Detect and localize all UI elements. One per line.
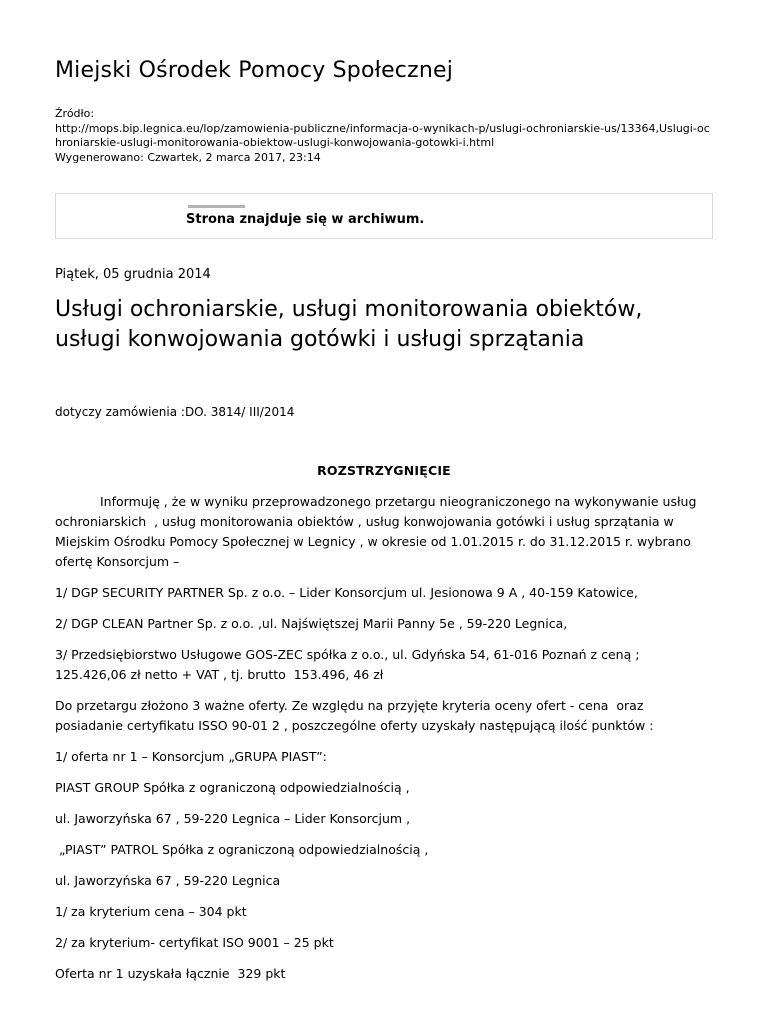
doc-paragraph: ul. Jaworzyńska 67 , 59-220 Legnica – Lider Konsorcjum ,	[55, 811, 411, 826]
order-reference: dotyczy zamówienia :DO. 3814/ III/2014	[55, 405, 295, 419]
source-label: Źródło:	[55, 107, 95, 120]
doc-paragraph: 2/ DGP CLEAN Partner Sp. z o.o. ,ul. Najświętszej Marii Panny 5e , 59-220 Legnica,	[55, 616, 568, 631]
section-heading: ROZSTRZYGNIĘCIE	[317, 463, 451, 478]
archive-notice-text: Strona znajduje się w archiwum.	[186, 212, 425, 227]
doc-paragraph: 2/ za kryterium- certyfikat ISO 9001 – 25 pkt	[55, 935, 334, 950]
doc-paragraph: „PIAST” PATROL Spółka z ograniczoną odpowiedzialnością ,	[55, 842, 429, 857]
doc-paragraph: ul. Jaworzyńska 67 , 59-220 Legnica	[55, 873, 281, 888]
archive-icon	[188, 205, 245, 208]
doc-paragraph: PIAST GROUP Spółka z ograniczoną odpowiedzialnością ,	[55, 780, 410, 795]
article-body	[55, 492, 713, 984]
doc-paragraph: Oferta nr 1 uzyskała łącznie 329 pkt	[55, 966, 286, 981]
article-title: Usługi ochroniarskie, usługi monitorowania obiektów, usługi konwojowania gotówki i usługi sprzątania	[55, 297, 643, 352]
doc-paragraph: 1/ DGP SECURITY PARTNER Sp. z o.o. – Lider Konsorcjum ul. Jesionowa 9 A , 40-159 Katowice,	[55, 585, 638, 600]
doc-paragraph: Do przetargu złożono 3 ważne oferty. Ze względu na przyjęte kryteria oceny ofert - cena oraz posiadanie certyfikatu ISSO 90-01 2 , poszczególne oferty uzyskały następującą ilość punktów :	[55, 698, 654, 733]
page-title: Miejski Ośrodek Pomocy Społecznej	[55, 58, 454, 83]
generated-timestamp: Wygenerowano: Czwartek, 2 marca 2017, 23:14	[55, 150, 321, 164]
doc-paragraph: 3/ Przedsiębiorstwo Usługowe GOS-ZEC spółka z o.o., ul. Gdyńska 54, 61-016 Poznań z ceną ; 125.426,06 zł netto + VAT , tj. brutto 153.496, 46 zł	[55, 647, 644, 682]
doc-paragraph: 1/ oferta nr 1 – Konsorcjum „GRUPA PIAST”:	[55, 749, 327, 764]
doc-paragraph: Informuję , że w wyniku przeprowadzonego przetargu nieograniczonego na wykonywanie usług ochroniarskich , usług monitorowania obiektów , usług konwojowania gotówki i usług sprzątania w Miejskim Ośrodku Pomocy Społecznej w Legnicy , w okresie od 1.01.2015 r. do 31.12.2015 r. wybrano ofertę Konsorcjum –	[55, 494, 701, 569]
source-info	[55, 107, 713, 165]
article-date: Piątek, 05 grudnia 2014	[55, 267, 211, 282]
source-url: http://mops.bip.legnica.eu/lop/zamowienia-publiczne/informacja-o-wynikach-p/uslugi-ochroniarskie-us/13364,Uslugi-ochroniarskie-uslugi-monitorowania-obiektow-uslugi-konwojowania-gotowki-i.html	[55, 121, 710, 149]
doc-paragraph: 1/ za kryterium cena – 304 pkt	[55, 904, 247, 919]
archive-notice-box	[55, 193, 713, 239]
